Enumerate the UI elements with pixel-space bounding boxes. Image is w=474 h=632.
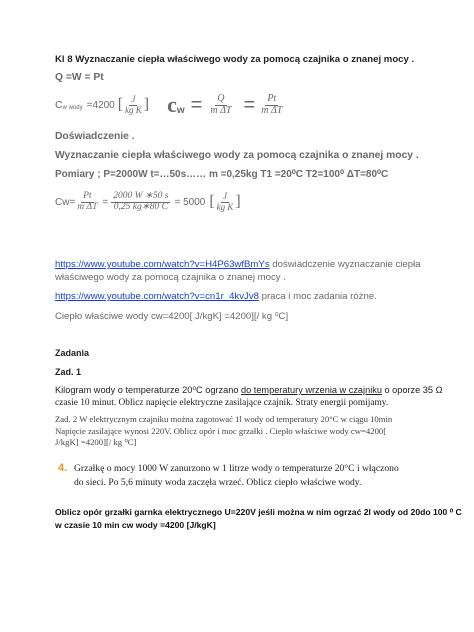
video-link-2-line xyxy=(55,291,377,302)
cw-definition: C w wody =4200 [ $\frac{J}{\text{kg K}}$ ] c w = $\frac{Q}{\text{m ΔT}}$ = $\frac{Pt}{\text{m ΔT}}$ xyxy=(55,92,283,117)
calculation: Cw= $\frac{Pt}{\text{m ΔT}}$ = $\frac{2000 W ∗50 s}{0,25 kg∗80 C}$ = 5000 [ $\frac{J}{\text{kg K}}$ ] xyxy=(55,190,241,212)
cw-label-sub: w wody xyxy=(62,105,83,111)
calc-fraction-2: $\frac{2000 W ∗50 s}{0,25 kg∗80 C}$ xyxy=(113,190,169,212)
experiment-title: Wyznaczanie ciepła właściwego wody za pomocą czajnika o znanej mocy . xyxy=(55,150,419,161)
measurements-line: Pomiary ; P=2000W t=…50s…… m =0,25kg T1 =20⁰C T2=100⁰ ΔT=80⁰C xyxy=(55,169,389,180)
final-task-text: Oblicz opór grzałki garnka elektrycznego U=220V jeśli można w nim ogrzać 2l wody od 20do 100 ⁰ C w czasie 10 min cw wody =4200 [J/kgK] xyxy=(55,507,462,530)
calc-fraction-1: $\frac{Pt}{\text{m ΔT}}$ xyxy=(77,190,98,212)
calc-result: = 5000 xyxy=(174,196,206,208)
video-link-1[interactable]: https://www.youtube.com/watch?v=H4P63wfBmYs xyxy=(55,259,270,270)
task-4-text: Grzałkę o mocy 1000 W zanurzono w 1 litrze wody o temperaturze 20°C i włączono do sieci. Po 5,6 minuty woda zaczęła wrzeć. Oblicz ciepło właściwe wody. xyxy=(74,463,399,488)
video-link-2-desc: praca i moc zadania różne. xyxy=(258,291,377,302)
video-link-1-line xyxy=(55,259,421,270)
task-1-heading: Zad. 1 xyxy=(55,367,82,377)
video-link-2[interactable]: https://www.youtube.com/watch?v=cn1r_4kvJv8 xyxy=(55,291,259,302)
q-over-mdt: $\frac{Q}{\text{m ΔT}}$ xyxy=(210,93,232,116)
cw-symbol-sub: w xyxy=(176,104,185,116)
tasks-heading: Zadania xyxy=(55,348,90,358)
task-1-text: Kilogram wody o temperaturze 20⁰C ogrzano do temperatury wrzenia w czajniku o oporze 35 Ω czasie 10 minut. Oblicz napięcie elektryczne zasilające czajnik. Straty energii pomijamy. xyxy=(55,385,443,408)
page-title: Kl 8 Wyznaczanie ciepła właściwego wody za pomocą czajnika o znanej mocy . xyxy=(55,54,415,65)
video-link-1-desc-2: właściwego wody za pomocą czajnika o znanej mocy . xyxy=(55,272,286,283)
eq-sign-2: = xyxy=(243,93,256,116)
energy-equation: Q =W = Pt xyxy=(55,72,104,83)
calc-unit: $\frac{J}{\text{kg K}}$ xyxy=(216,191,234,212)
video-link-1-desc: doświadczenie wyznaczanie ciepła xyxy=(269,259,421,270)
eq-sign-1: = xyxy=(190,93,203,116)
task-4-number: 4. xyxy=(58,462,68,474)
experiment-heading: Doświadczenie . xyxy=(55,131,135,142)
cw-label: C xyxy=(55,99,63,111)
cw-symbol: c xyxy=(167,92,177,117)
calc-cw: Cw= xyxy=(55,196,76,208)
task-2-text: Zad. 2 W elektrycznym czajniku można zagotować 1l wody od temperatury 20°C w ciągu 10min Napięcie zasilające wynosi 220V. Oblicz opór i moc grzałki . Ciepło właściwe wody cw=4200[ J/kgK] =4200][/ kg ⁰C] xyxy=(55,414,393,447)
cw-value: =4200 xyxy=(86,99,115,111)
specific-heat-line: Ciepło właściwe wody cw=4200[ J/kgK] =4200][/ kg ⁰C] xyxy=(55,311,289,322)
pt-over-mdt: $\frac{Pt}{\text{m ΔT}}$ xyxy=(261,93,283,116)
task-1-underlined: do temperatury wrzenia w czajniku xyxy=(241,385,382,395)
cw-unit-fraction: $\frac{J}{\text{kg K}}$ xyxy=(125,94,142,115)
